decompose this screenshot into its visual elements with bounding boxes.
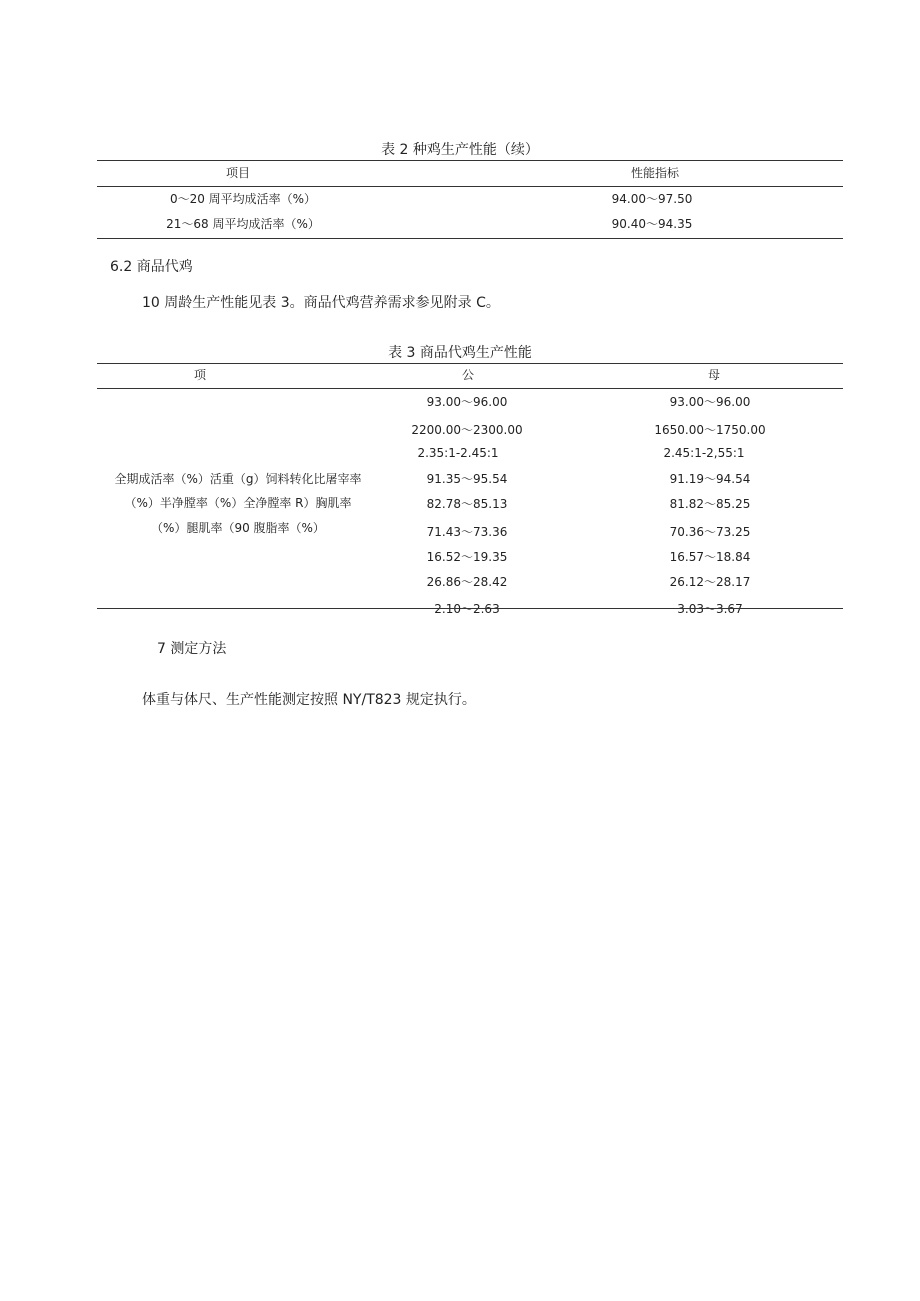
table3-female-value: 81.82～85.25 (669, 497, 751, 511)
table3-item-line: （%）半净膛率（%）全净膛率 R）胸肌率 (124, 496, 352, 510)
table3-female-value: 3.03～3.67 (677, 602, 743, 616)
section-6-2-paragraph: 10 周龄生产性能见表 3。商品代鸡营养需求参见附录 C。 (142, 295, 500, 311)
table3-female-value: 91.19～94.54 (669, 472, 751, 486)
section-7-heading: 7 测定方法 (157, 641, 227, 657)
table3-male-value: 71.43～73.36 (426, 525, 508, 539)
table2-bottom-rule (97, 238, 843, 239)
section-7-paragraph: 体重与体尺、生产性能测定按照 NY/T823 规定执行。 (142, 692, 476, 708)
table2-row2-item: 21～68 周平均成活率（%） (166, 217, 320, 231)
table3-male-value: 16.52～19.35 (426, 550, 508, 564)
table3-header-rule (97, 388, 843, 389)
table2-header-value: 性能指标 (630, 166, 679, 180)
table3-female-value: 1650.00～1750.00 (654, 423, 766, 437)
section-6-2-heading: 6.2 商品代鸡 (110, 259, 193, 275)
table3-female-value: 70.36～73.25 (669, 525, 751, 539)
table3-female-value: 16.57～18.84 (669, 550, 751, 564)
table3-item-line: 全期成活率（%）活重（g）饲料转化比屠宰率 (114, 472, 362, 486)
table2-header-rule (97, 186, 843, 187)
table3-male-value: 91.35～95.54 (426, 472, 508, 486)
table3-header-male: 公 (461, 368, 474, 382)
table2-row1-item: 0～20 周平均成活率（%） (169, 192, 317, 206)
table3-male-value: 26.86～28.42 (426, 575, 508, 589)
table2-row2-value: 90.40～94.35 (611, 217, 693, 231)
table3-header-female: 母 (707, 368, 720, 382)
table2-header-item: 项目 (225, 166, 250, 180)
table3-top-rule (97, 363, 843, 364)
table3-male-value: 82.78～85.13 (426, 497, 508, 511)
table3-male-value: 2.35:1-2.45:1 (417, 446, 499, 460)
table3-female-value: 93.00～96.00 (669, 395, 751, 409)
table3-bottom-rule (97, 608, 843, 609)
table2-row1-value: 94.00～97.50 (611, 192, 693, 206)
table3-male-value: 93.00～96.00 (426, 395, 508, 409)
table3-female-value: 2.45:1-2,55:1 (663, 446, 745, 460)
table2-top-rule (97, 160, 843, 161)
table3-female-value: 26.12～28.17 (669, 575, 751, 589)
table3-male-value: 2200.00～2300.00 (411, 423, 523, 437)
table3-item-line: （%）腿肌率（90 腹脂率（%） (151, 521, 325, 535)
table3-values-area (0, 390, 920, 616)
table3-header-item: 项 (193, 368, 206, 382)
table3-caption: 表 3 商品代鸡生产性能 (388, 345, 532, 361)
table3-male-value: 2.10～2.63 (434, 602, 500, 616)
table2-caption: 表 2 种鸡生产性能（续） (381, 142, 539, 158)
